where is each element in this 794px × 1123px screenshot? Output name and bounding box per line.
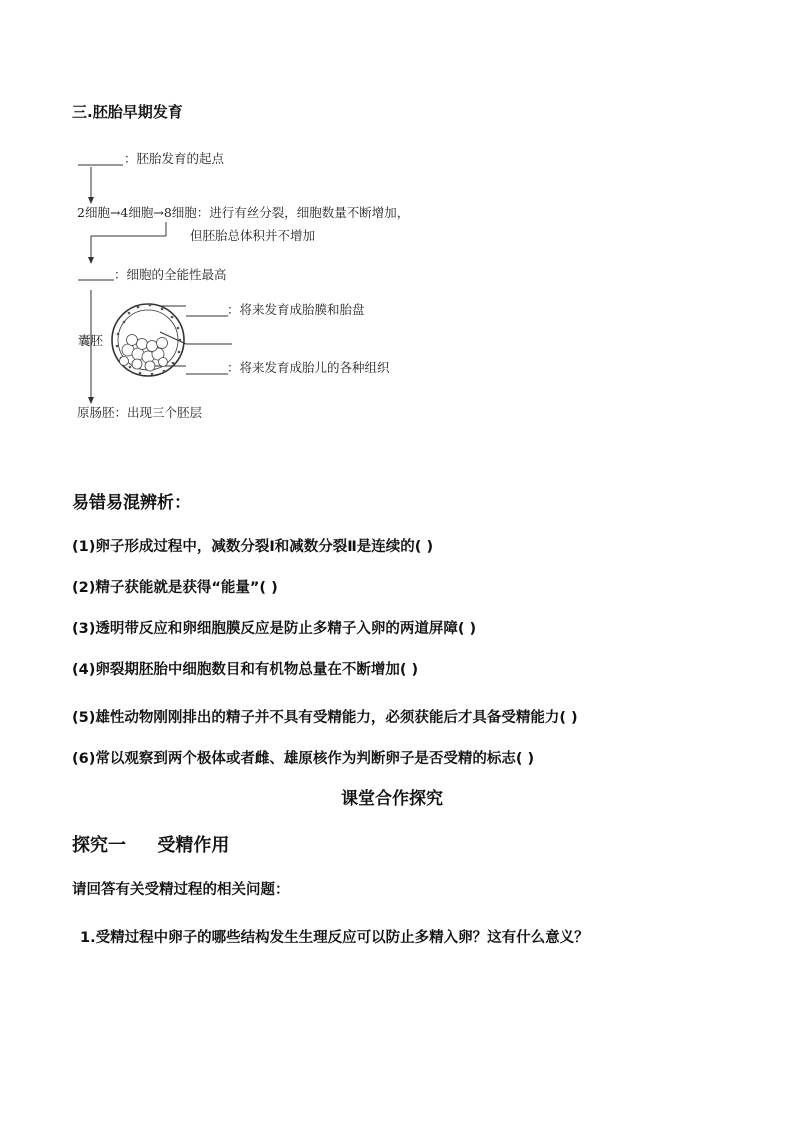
zygote-label: ：胚胎发育的起点 xyxy=(124,151,225,166)
gastrula-label: 原肠胚：出现三个胚层 xyxy=(77,405,203,420)
confusion-item-5: (5)雄性动物刚刚排出的精子并不具有受精能力，必须获能后才具备受精能力( ) xyxy=(72,710,578,726)
explore-heading: 探究一 受精作用 xyxy=(72,835,230,856)
arrowhead-2 xyxy=(88,257,94,264)
explore-prompt: 请回答有关受精过程的相关问题： xyxy=(72,882,290,898)
question-1: 1.受精过程中卵子的哪些结构发生生理反应可以防止多精入卵？这有什么意义？ xyxy=(80,930,589,946)
blastocyst-name: 囊胚 xyxy=(78,333,104,348)
confusion-item-6: (6)常以观察到两个极体或者雌、雄原核作为判断卵子是否受精的标志( ) xyxy=(72,751,535,767)
section-title: 三.胚胎早期发育 xyxy=(72,103,183,121)
morula-label: ：细胞的全能性最高 xyxy=(114,267,227,282)
icm-label: ：将来发育成胎儿的各种组织 xyxy=(227,360,390,375)
cleavage-line-2: 但胚胎总体积并不增加 xyxy=(190,228,316,243)
trophoblast-label: ：将来发育成胎膜和胎盘 xyxy=(227,302,365,317)
confusion-heading: 易错易混辨析： xyxy=(72,493,191,513)
classroom-title: 课堂合作探究 xyxy=(341,789,443,809)
confusion-item-4: (4)卵裂期胚胎中细胞数目和有机物总量在不断增加( ) xyxy=(72,662,419,678)
confusion-item-3: (3)透明带反应和卵细胞膜反应是防止多精子入卵的两道屏障( ) xyxy=(72,621,477,637)
cleavage-line-1: 2细胞→4细胞→8细胞：进行有丝分裂，细胞数量不断增加， xyxy=(77,205,410,220)
confusion-item-2: (2)精子获能就是获得“能量”( ) xyxy=(72,580,278,596)
confusion-item-1: (1)卵子形成过程中，减数分裂Ⅰ和减数分裂Ⅱ是连续的( ) xyxy=(72,539,434,555)
